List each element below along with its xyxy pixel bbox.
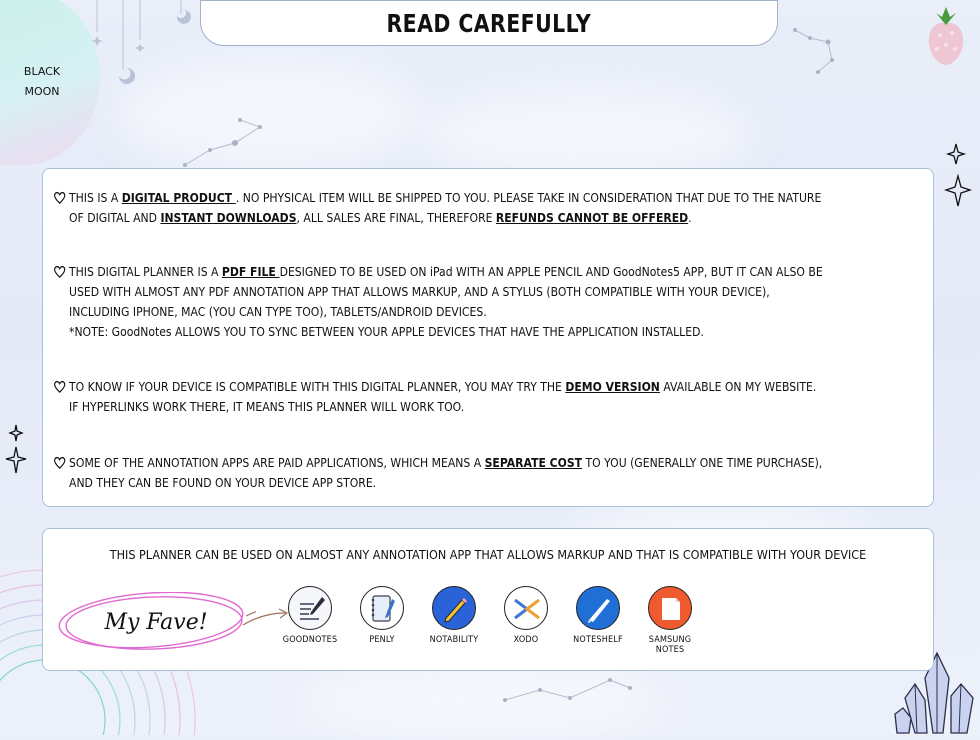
app-samsung-notes[interactable]: SAMSUNG NOTES — [630, 586, 710, 655]
apps-intro-text: THIS PLANNER CAN BE USED ON ALMOST ANY ANNOTATION APP THAT ALLOWS MARKUP AND THAT IS COMPATIBLE WITH YOUR DEVICE — [109, 548, 867, 562]
constellation-decoration — [790, 20, 850, 80]
app-penly[interactable]: PENLY — [342, 586, 422, 645]
xodo-icon — [504, 586, 548, 630]
notice-digital-product: THIS IS A DIGITAL PRODUCT . NO PHYSICAL ITEM WILL BE SHIPPED TO YOU. PLEASE TAKE IN CONSIDERATION THAT DUE TO THE NATURE OF DIGITAL AND INSTANT DOWNLOADS, ALL SALES ARE FINAL, THEREFORE REFUNDS CANNOT BE OFFERED. — [53, 188, 829, 228]
goodnotes-icon — [288, 586, 332, 630]
heart-icon — [53, 190, 66, 205]
heart-icon — [53, 379, 66, 394]
sparkle-icon — [944, 142, 974, 212]
sparkle-icon — [4, 423, 30, 479]
samsung-notes-icon — [648, 586, 692, 630]
my-fave-label: My Fave! — [104, 610, 208, 635]
app-xodo[interactable]: XODO — [486, 586, 566, 645]
apps-card — [42, 528, 934, 671]
page-title: READ CAREFULLY — [386, 8, 592, 38]
notice-demo-version: TO KNOW IF YOUR DEVICE IS COMPATIBLE WITH THIS DIGITAL PLANNER, YOU MAY TRY THE DEMO VERSION AVAILABLE ON MY WEBSITE. IF HYPERLINKS WORK THERE, IT MEANS THIS PLANNER WILL WORK TOO. — [53, 377, 829, 417]
app-notability[interactable]: NOTABILITY — [414, 586, 494, 645]
app-goodnotes[interactable]: GOODNOTES — [270, 586, 350, 645]
title-banner — [200, 0, 778, 46]
notability-icon — [432, 586, 476, 630]
heart-icon — [53, 264, 66, 279]
notices-card — [42, 168, 934, 507]
noteshelf-icon — [576, 586, 620, 630]
app-noteshelf[interactable]: NOTESHELF — [558, 586, 638, 645]
demo-version-link[interactable]: DEMO VERSION — [565, 380, 660, 394]
hanging-stars-decoration — [85, 0, 205, 100]
notice-separate-cost: SOME OF THE ANNOTATION APPS ARE PAID APPLICATIONS, WHICH MEANS A SEPARATE COST TO YOU (GENERALLY ONE TIME PURCHASE), AND THEY CAN BE FOUND ON YOUR DEVICE APP STORE. — [53, 453, 829, 493]
my-fave-badge — [56, 592, 256, 682]
penly-icon — [360, 586, 404, 630]
heart-icon — [53, 455, 66, 470]
brand-label: BLACK MOON — [23, 65, 61, 98]
constellation-decoration — [180, 115, 280, 175]
strawberry-icon — [922, 5, 970, 67]
notice-pdf-file: THIS DIGITAL PLANNER IS A PDF FILE DESIGNED TO BE USED ON iPad WITH AN APPLE PENCIL AND GoodNotes5 APP, BUT IT CAN ALSO BE USED WITH ALMOST ANY PDF ANNOTATION APP THAT ALLOWS MARKUP, AND A STYLUS (BOTH COMPATIBLE WITH YOUR DEVICE), INCLUDING IPHONE, MAC (YOU CAN TYPE TOO), TABLETS/ANDROID DEVICES. *NOTE: GoodNotes ALLOWS YOU TO SYNC BETWEEN YOUR APPLE DEVICES THAT HAVE THE APPLICATION INSTALLED. — [53, 262, 829, 342]
